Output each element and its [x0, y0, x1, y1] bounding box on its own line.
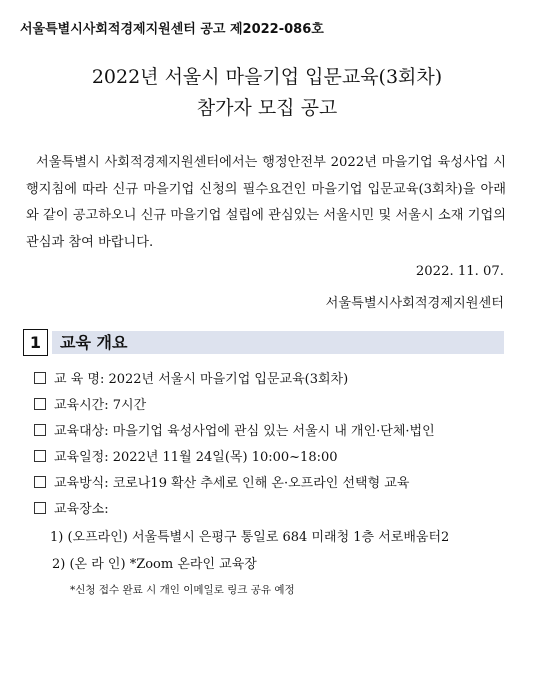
checkbox-square-icon: [34, 372, 46, 384]
checkbox-square-icon: [34, 450, 46, 462]
section-title-bar: [52, 331, 504, 354]
item-value: 7시간: [112, 398, 147, 413]
item-label: 교육장소: [54, 502, 105, 517]
section-header: [23, 329, 504, 356]
notice-number: 서울특별시사회적경제지원센터 공고 제2022-086호: [20, 22, 324, 37]
list-item: 교육시간: 7시간: [34, 394, 146, 413]
item-label: 교육시간: [54, 398, 105, 413]
item-label: 교육방식: [54, 476, 105, 491]
venue-online: 2) (온 라 인) *Zoom 온라인 교육장: [52, 557, 257, 572]
list-item: 교육장소:: [34, 498, 109, 517]
item-label: 교육대상: [54, 424, 105, 439]
title-line-2: 참가자 모집 공고: [196, 97, 338, 119]
title-line-1: 2022년 서울시 마을기업 입문교육(3회차): [91, 66, 443, 88]
checkbox-square-icon: [34, 502, 46, 514]
item-value: 2022년 11월 24일(목) 10:00~18:00: [112, 450, 338, 465]
item-value: 코로나19 확산 추세로 인해 온·오프라인 선택형 교육: [112, 476, 410, 491]
item-label: 교 육 명: [54, 372, 100, 387]
issuing-organization: 서울특별시사회적경제지원센터: [325, 296, 504, 311]
section-title: 교육 개요: [60, 333, 128, 352]
checkbox-square-icon: [34, 476, 46, 488]
list-item: 교 육 명: 2022년 서울시 마을기업 입문교육(3회차): [34, 368, 348, 387]
list-item: 교육일정: 2022년 11월 24일(목) 10:00~18:00: [34, 446, 338, 465]
checkbox-square-icon: [34, 424, 46, 436]
intro-paragraph: 서울특별시 사회적경제지원센터에서는 행정안전부 2022년 마을기업 육성사업 시행지침에 따라 신규 마을기업 신청의 필수요건인 마을기업 입문교육(3회차)을 아래와 같이 공고하오니 신규 마을기업 설립에 관심있는 서울시민 및 서울시 소재 기업의 관심과 참여 바랍니다.: [26, 155, 506, 250]
item-value: 마을기업 육성사업에 관심 있는 서울시 내 개인·단체·법인: [112, 424, 435, 439]
notice-date: 2022. 11. 07.: [415, 264, 504, 279]
checkbox-square-icon: [34, 398, 46, 410]
venue-note: *신청 접수 완료 시 개인 이메일로 링크 공유 예정: [70, 584, 295, 596]
item-label: 교육일정: [54, 450, 105, 465]
venue-offline: 1) (오프라인) 서울특별시 은평구 통일로 684 미래청 1층 서로배움터2: [50, 530, 450, 545]
list-item: 교육대상: 마을기업 육성사업에 관심 있는 서울시 내 개인·단체·법인: [34, 420, 435, 439]
list-item: 교육방식: 코로나19 확산 추세로 인해 온·오프라인 선택형 교육: [34, 472, 409, 491]
item-value: 2022년 서울시 마을기업 입문교육(3회차): [108, 372, 349, 387]
section-number: 1: [23, 329, 48, 356]
